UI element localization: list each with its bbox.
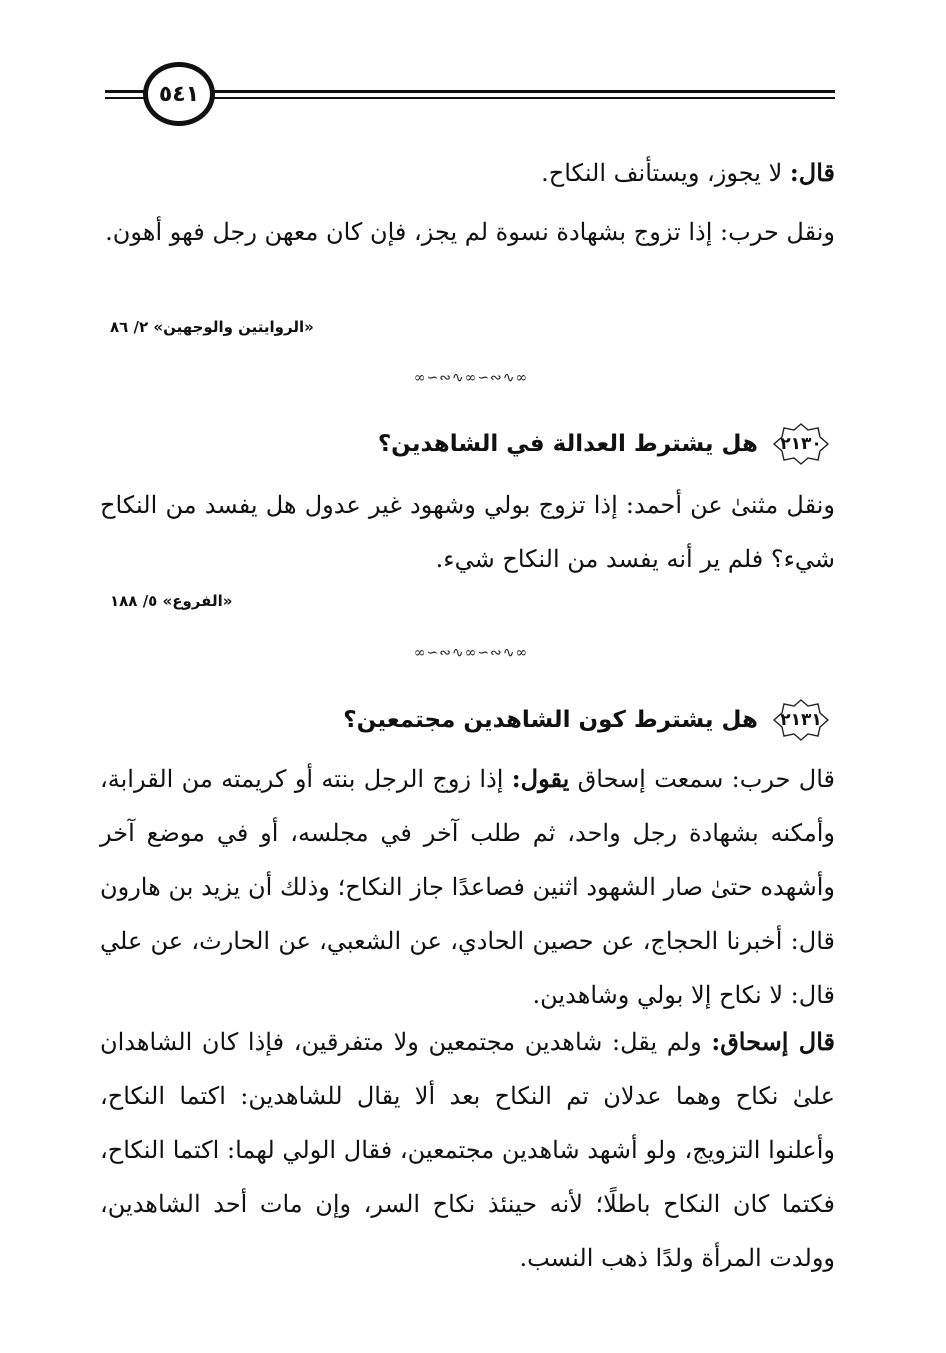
speaker-label: قال:: [789, 158, 835, 187]
question-number: ٢١٣١: [780, 710, 822, 730]
page-number: ٥٤١: [158, 81, 200, 107]
paragraph-3: [100, 478, 835, 586]
paragraph-5: [100, 1015, 835, 1285]
reference-2: «الفروع» ٥/ ١٨٨: [110, 592, 233, 610]
question-heading-2130: [110, 422, 830, 466]
ornamental-divider: ∞∽∾∿∞∽∾∿∞: [413, 645, 529, 661]
question-number-badge: [772, 422, 830, 466]
paragraph-1: [100, 148, 835, 198]
paragraph-text: ولم يقل: شاهدين مجتمعين ولا متفرقين، فإذا كان الشاهدان علىٰ نكاح وهما عدلان تم النكاح بعد ألا يقال للشاهدين: اكتما النكاح، وأعلنوا التزويج، ولو أشهد شاهدين مجتمعين، فقال الولي لهما: اكتما النكاح، فكتما كان النكاح باطلًا؛ لأنه حينئذ نكاح السر، وإن مات أحد الشاهدين، وولدت المرأة ولدًا ذهب النسب.: [100, 1028, 836, 1272]
paragraph-text: ونقل مثنىٰ عن أحمد: إذا تزوج بولي وشهود غير عدول هل يفسد من النكاح شيء؟ فلم ير أنه يفسد من النكاح شيء.: [100, 491, 835, 573]
speaker-label: قال إسحاق:: [711, 1027, 835, 1056]
page-number-badge: [143, 62, 215, 126]
page-header: [105, 62, 835, 132]
question-heading-2131: [110, 698, 830, 742]
question-number: ٢١٣٠: [780, 434, 822, 454]
question-title: هل يشترط العدالة في الشاهدين؟: [377, 431, 758, 457]
ornamental-divider: ∞∽∾∿∞∽∾∿∞: [413, 370, 529, 386]
question-number-badge: [772, 698, 830, 742]
paragraph-text: إذا زوج الرجل بنته أو كريمته من القرابة، وأمكنه بشهادة رجل واحد، ثم طلب آخر في مجلسه، أو في موضع آخر وأشهده حتىٰ صار الشهود اثنين فصاعدًا جاز النكاح؛ وذلك أن يزيد بن هارون قال: أخبرنا الحجاج، عن حصين الحادي، عن الشعبي، عن الحارث، عن علي قال: لا نكاح إلا بولي وشاهدين.: [100, 765, 835, 1009]
paragraph-text: قال حرب: سمعت إسحاق: [569, 765, 835, 793]
paragraph-text: ونقل حرب: إذا تزوج بشهادة نسوة لم يجز، فإن كان معهن رجل فهو أهون.: [105, 218, 835, 246]
question-title: هل يشترط كون الشاهدين مجتمعين؟: [343, 707, 758, 733]
reference-1: «الروايتين والوجهين» ٢/ ٨٦: [110, 318, 314, 336]
paragraph-text: لا يجوز، ويستأنف النكاح.: [541, 159, 790, 187]
paragraph-4: [100, 752, 835, 1022]
paragraph-2: [100, 205, 835, 259]
speaker-label: يقول:: [511, 764, 570, 793]
